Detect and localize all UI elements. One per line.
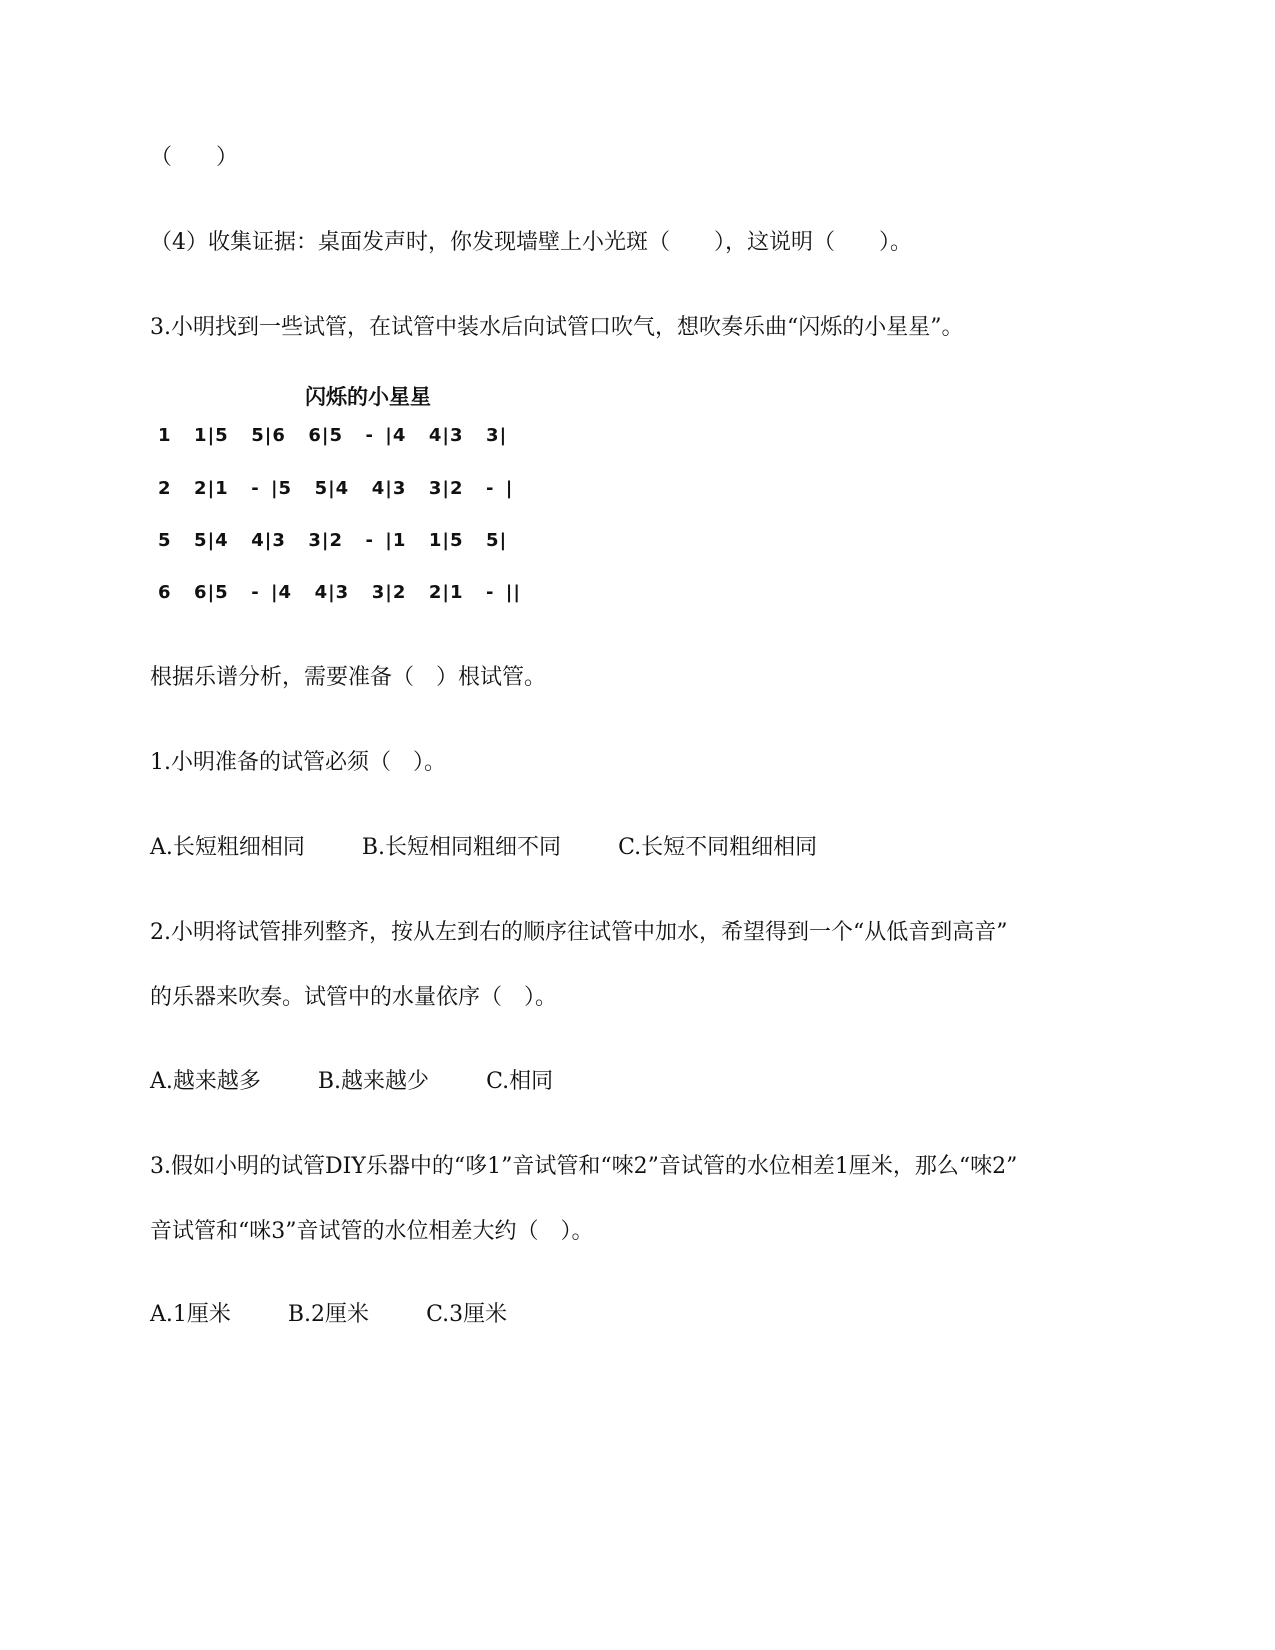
score-title: 闪烁的小星星 xyxy=(305,385,431,409)
option-c: C.长短不同粗细相同 xyxy=(618,835,818,860)
answer-parentheses: （ ） xyxy=(150,145,239,170)
score-row-2: 2 2|1 - |5 5|4 4|3 3|2 - | xyxy=(158,478,514,499)
option-c: C.3厘米 xyxy=(426,1302,508,1327)
question-3-intro: 3.小明找到一些试管，在试管中装水后向试管口吹气，想吹奏乐曲“闪烁的小星星”。 xyxy=(150,315,964,340)
score-row-3: 5 5|4 4|3 3|2 - |1 1|5 5| xyxy=(158,530,508,551)
sub-question-1-stem: 1.小明准备的试管必须（ ）。 xyxy=(150,750,446,775)
option-b: B.长短相同粗细不同 xyxy=(361,835,562,860)
sub-question-1-options xyxy=(150,833,867,863)
sub-question-2-options xyxy=(150,1067,603,1097)
sub-question-2-stem-line-2: 的乐器来吹奏。试管中的水量依序（ ）。 xyxy=(150,985,558,1010)
option-b: B.2厘米 xyxy=(287,1302,370,1327)
sub-question-3-stem-line-2: 音试管和“咪3”音试管的水位相差大约（ ）。 xyxy=(150,1219,594,1244)
option-b: B.越来越少 xyxy=(317,1069,430,1094)
score-row-4: 6 6|5 - |4 4|3 3|2 2|1 - || xyxy=(158,582,521,603)
option-a: A.长短粗细相同 xyxy=(150,835,305,860)
sub-question-3-options xyxy=(150,1300,557,1330)
music-score xyxy=(158,383,618,633)
score-analysis-question: 根据乐谱分析，需要准备（ ）根试管。 xyxy=(150,665,547,690)
option-a: A.越来越多 xyxy=(150,1069,261,1094)
sub-question-2-stem-line-1: 2.小明将试管排列整齐，按从左到右的顺序往试管中加水，希望得到一个“从低音到高音” xyxy=(150,920,1008,945)
question-4-collect-evidence: （4）收集证据：桌面发声时，你发现墙壁上小光斑（ ），这说明（ ）。 xyxy=(150,230,912,255)
option-a: A.1厘米 xyxy=(150,1302,231,1327)
score-row-1: 1 1|5 5|6 6|5 - |4 4|3 3| xyxy=(158,425,508,446)
option-c: C.相同 xyxy=(486,1069,554,1094)
sub-question-3-stem-line-1: 3.假如小明的试管DIY乐器中的“哆1”音试管和“唻2”音试管的水位相差1厘米，那么“唻2” xyxy=(150,1154,1018,1179)
